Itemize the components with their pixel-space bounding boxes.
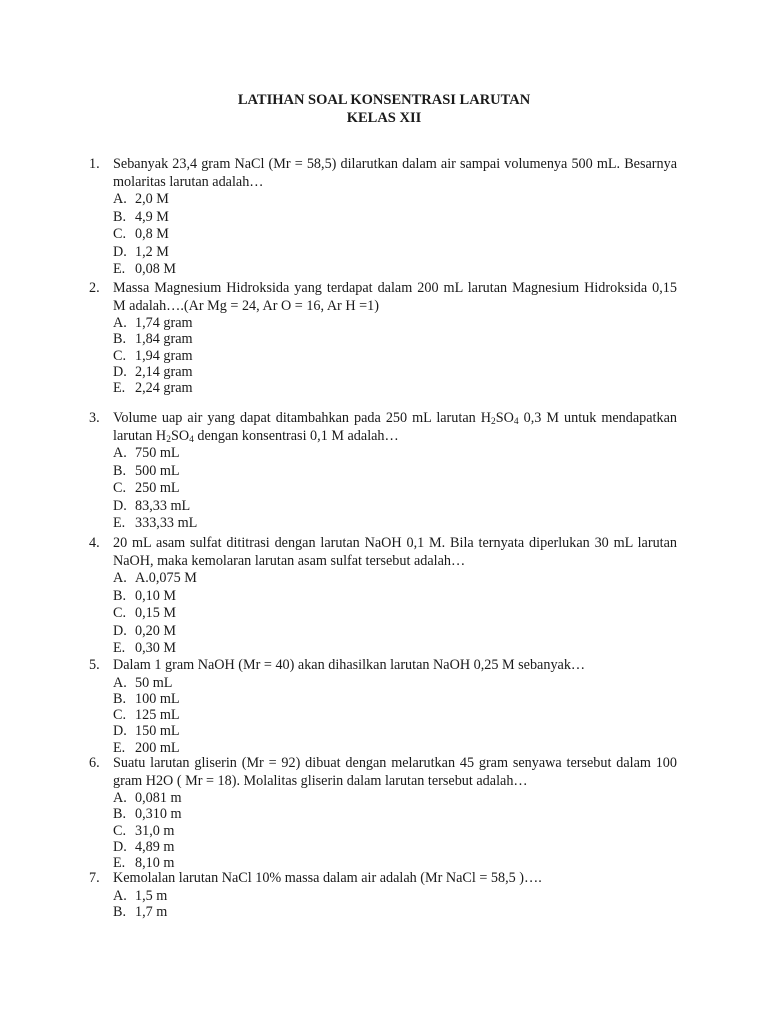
option-b — [113, 209, 677, 227]
option-letter: A. — [113, 570, 127, 586]
option-letter: B. — [113, 587, 127, 604]
option-letter: E. — [113, 380, 126, 397]
option-a — [113, 315, 677, 331]
option-letter: C. — [113, 822, 127, 839]
question-text-part: SO — [495, 410, 514, 426]
option-text: 2,0 M — [135, 191, 169, 207]
option-e — [113, 515, 677, 533]
option-letter: D. — [113, 838, 127, 855]
option-b — [113, 463, 677, 481]
question-1 — [89, 156, 677, 279]
answer-options — [113, 888, 677, 921]
option-b — [113, 806, 677, 822]
question-number: 7. — [89, 870, 100, 886]
subscript: 2 — [166, 434, 171, 445]
option-a — [113, 191, 677, 209]
subscript: 2 — [490, 417, 496, 427]
option-c — [113, 348, 677, 364]
option-letter: A. — [113, 887, 127, 904]
option-c — [113, 226, 677, 244]
option-text: 0,310 m — [135, 806, 182, 823]
option-c — [113, 480, 677, 498]
option-text: 150 mL — [135, 723, 180, 740]
option-letter: B. — [113, 208, 127, 225]
question-number: 3. — [89, 410, 100, 426]
option-e — [113, 261, 677, 279]
option-text: 200 mL — [135, 739, 180, 756]
option-text: 100 mL — [135, 690, 180, 707]
option-b — [113, 691, 677, 707]
option-letter: B. — [113, 806, 127, 823]
option-letter: E. — [113, 261, 126, 277]
option-letter: C. — [113, 605, 127, 621]
option-letter: A. — [113, 445, 127, 461]
question-7 — [89, 870, 677, 920]
option-text: 1,94 gram — [135, 347, 193, 364]
option-text: 83,33 mL — [135, 497, 191, 514]
option-text: 4,9 M — [135, 208, 169, 225]
question-4 — [89, 535, 677, 658]
option-letter: D. — [113, 363, 127, 380]
option-e — [113, 740, 677, 756]
option-letter: E. — [113, 640, 126, 656]
option-letter: A. — [113, 674, 127, 691]
option-a — [113, 790, 677, 806]
option-a — [113, 675, 677, 691]
option-d — [113, 839, 677, 855]
answer-options — [113, 191, 677, 279]
option-letter: E. — [113, 739, 126, 756]
option-text: 0,30 M — [135, 640, 176, 656]
option-text: 8,10 m — [135, 855, 175, 872]
question-text: 20 mL asam sulfat dititrasi dengan larutan NaOH 0,1 M. Bila ternyata diperlukan 30 mL larutan NaOH, maka kemolaran larutan asam sulfat tersebut adalah… — [113, 535, 677, 569]
option-text: 750 mL — [135, 445, 180, 461]
option-text: 333,33 mL — [135, 515, 198, 531]
option-text: 0,08 M — [135, 261, 176, 277]
question-text-part: SO — [170, 427, 190, 444]
document-subtitle: KELAS XII — [346, 110, 422, 126]
option-letter: B. — [113, 462, 127, 479]
option-a — [113, 445, 677, 463]
option-b — [113, 904, 677, 920]
option-letter: A. — [113, 191, 127, 207]
option-d — [113, 364, 677, 380]
option-text: 500 mL — [135, 462, 180, 479]
question-number: 6. — [89, 755, 100, 771]
option-text: 1,7 m — [135, 903, 168, 920]
question-text — [113, 410, 677, 445]
answer-options — [113, 570, 677, 658]
option-letter: B. — [113, 690, 127, 707]
option-text: 2,14 gram — [135, 363, 193, 380]
option-text: 0,15 M — [135, 605, 176, 621]
option-text: 0,10 M — [135, 587, 176, 604]
answer-options — [113, 315, 677, 396]
question-text-part: dengan konsentrasi 0,1 M adalah… — [193, 427, 399, 444]
option-c — [113, 823, 677, 839]
question-3 — [89, 410, 677, 533]
option-b — [113, 331, 677, 347]
option-letter: C. — [113, 347, 127, 364]
answer-options — [113, 790, 677, 871]
option-letter: D. — [113, 622, 127, 639]
option-text: 0,081 m — [135, 790, 182, 806]
option-b — [113, 588, 677, 606]
question-text: Kemolalan larutan NaCl 10% massa dalam air adalah (Mr NaCl = 58,5 )…. — [113, 870, 542, 886]
question-text: Dalam 1 gram NaOH (Mr = 40) akan dihasilkan larutan NaOH 0,25 M sebanyak… — [113, 657, 586, 673]
option-letter: E. — [113, 515, 126, 531]
option-letter: B. — [113, 903, 127, 920]
option-text: 1,74 gram — [135, 315, 193, 331]
option-letter: D. — [113, 243, 127, 260]
option-a — [113, 888, 677, 904]
option-text: A.0,075 M — [135, 570, 197, 586]
question-5 — [89, 657, 677, 756]
option-text: 1,84 gram — [135, 331, 193, 348]
option-letter: D. — [113, 723, 127, 740]
question-text-part: 0,3 M untuk mendapatkan larutan H — [113, 410, 677, 444]
option-letter: D. — [113, 497, 127, 514]
question-number: 4. — [89, 535, 100, 551]
option-letter: C. — [113, 707, 127, 724]
answer-options — [113, 675, 677, 756]
option-d — [113, 723, 677, 739]
question-number: 1. — [89, 156, 100, 172]
option-text: 0,20 M — [135, 622, 176, 639]
option-text: 1,5 m — [135, 887, 168, 904]
option-d — [113, 244, 677, 262]
option-e — [113, 640, 677, 658]
option-text: 31,0 m — [135, 822, 175, 839]
question-text: Sebanyak 23,4 gram NaCl (Mr = 58,5) dilarutkan dalam air sampai volumenya 500 mL. Besarnya molaritas larutan adalah… — [113, 156, 677, 190]
option-text: 250 mL — [135, 480, 180, 496]
answer-options — [113, 445, 677, 533]
option-c — [113, 707, 677, 723]
option-letter: B. — [113, 331, 127, 348]
option-e — [113, 380, 677, 396]
option-letter: A. — [113, 790, 127, 806]
option-text: 125 mL — [135, 707, 180, 724]
subscript: 4 — [513, 417, 519, 427]
option-text: 1,2 M — [135, 243, 169, 260]
option-text: 2,24 gram — [135, 380, 193, 397]
option-d — [113, 498, 677, 516]
question-2 — [89, 280, 677, 396]
option-text: 50 mL — [135, 674, 173, 691]
option-a — [113, 570, 677, 588]
option-text: 4,89 m — [135, 838, 175, 855]
option-text: 0,8 M — [135, 226, 169, 242]
option-d — [113, 623, 677, 641]
option-letter: A. — [113, 315, 127, 331]
question-number: 2. — [89, 280, 100, 296]
question-text: Suatu larutan gliserin (Mr = 92) dibuat dengan melarutkan 45 gram senyawa tersebut dalam 100 gram H2O ( Mr = 18). Molalitas gliserin dalam larutan tersebut adalah… — [113, 755, 677, 789]
question-6 — [89, 755, 677, 871]
option-letter: C. — [113, 480, 127, 496]
option-c — [113, 605, 677, 623]
subscript: 4 — [189, 434, 194, 445]
question-number: 5. — [89, 657, 100, 673]
question-text-part: Volume uap air yang dapat ditambahkan pada 250 mL larutan H — [113, 410, 491, 426]
question-text: Massa Magnesium Hidroksida yang terdapat dalam 200 mL larutan Magnesium Hidroksida 0,15 M adalah….(Ar Mg = 24, Ar O = 16, Ar H =1) — [113, 280, 677, 314]
document-title: LATIHAN SOAL KONSENTRASI LARUTAN — [237, 92, 531, 108]
option-letter: E. — [113, 855, 126, 872]
option-letter: C. — [113, 226, 127, 242]
